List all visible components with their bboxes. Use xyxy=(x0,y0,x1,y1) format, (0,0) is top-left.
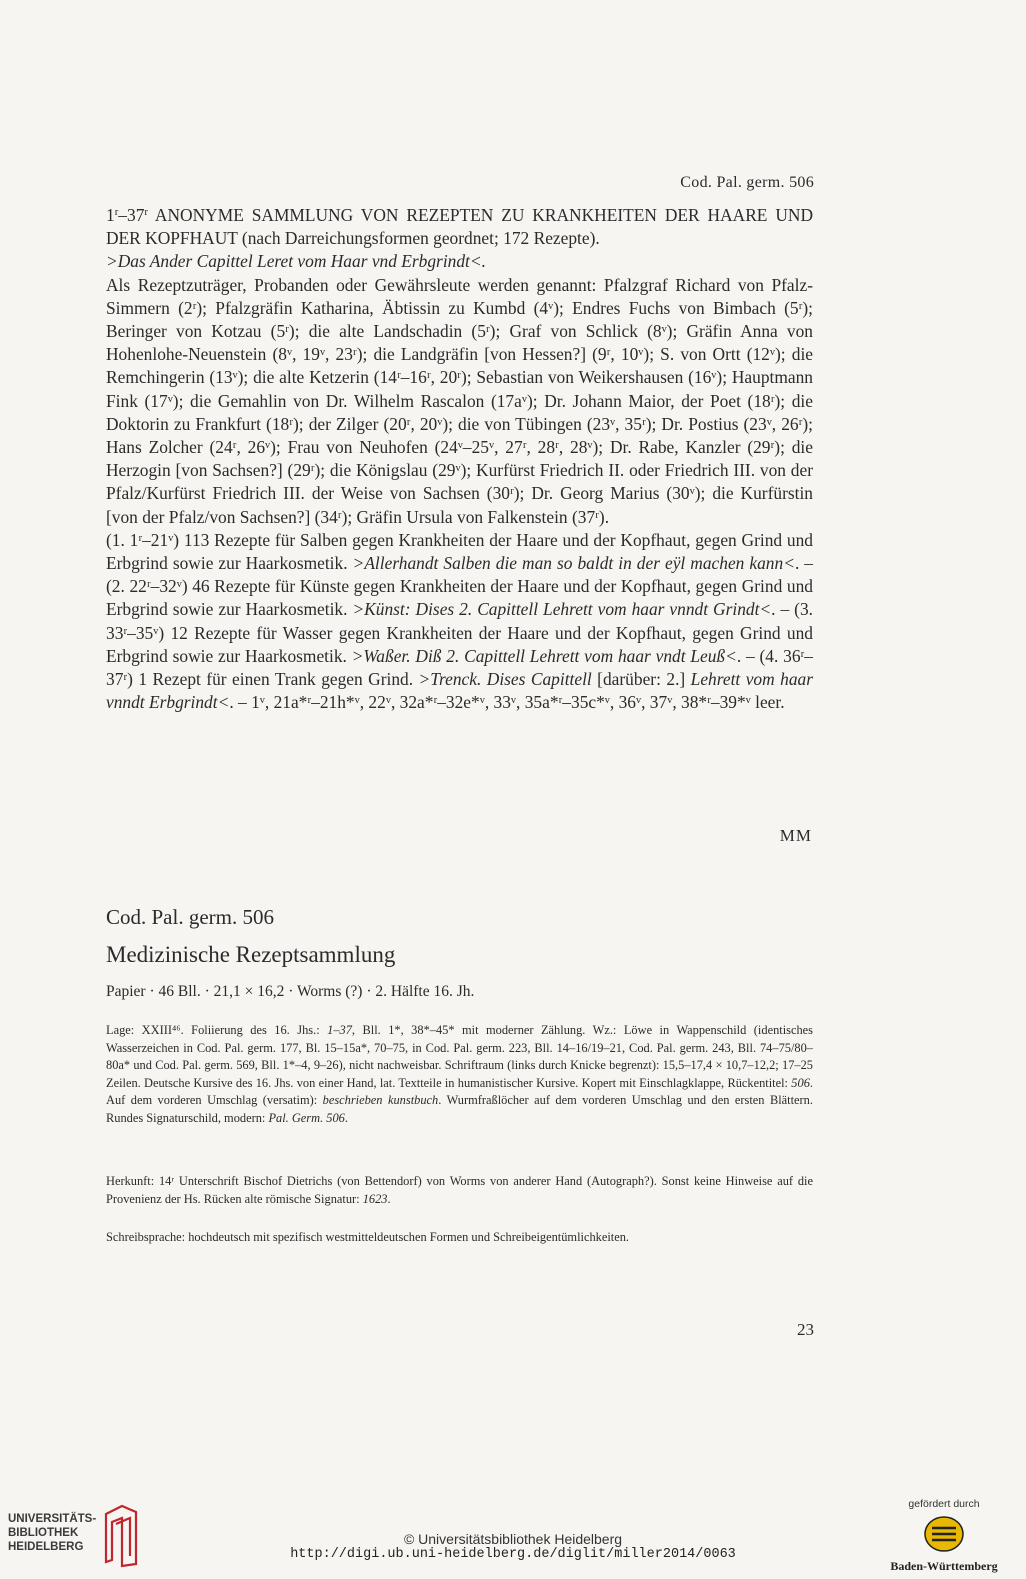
ub-heidelberg-logo[interactable]: UNIVERSITÄTS- BIBLIOTHEK HEIDELBERG xyxy=(8,1500,138,1570)
herkunft-paragraph: Herkunft: 14ʳ Unterschrift Bischof Dietrichs (von Bettendorf) von Worms von anderer Hand (Autograph?). Sonst keine Hinweise auf die Provenienz der Hs. Rücken alte römische Signatur: 1623. xyxy=(106,1174,813,1206)
contributors-paragraph: Als Rezeptzuträger, Probanden oder Gewährsleute werden genannt: Pfalzgraf Richard von Pfalz-Simmern (2ʳ); Pfalzgräfin Katharina, Äbtissin zu Kumbd (4ᵛ); Endres Fuchs von Bimbach (5ʳ); Beringer von Kotzau (5ʳ); die alte Landschadin (5ʳ); Graf von Schlick (8ᵛ); Gräfin Anna von Hohenlohe-Neuenstein (8ᵛ, 19ᵛ, 23ʳ); die Landgräfin [von Hessen?] (9ʳ, 10ᵛ); S. von Ortt (12ᵛ); die Remchingerin (13ᵛ); die alte Ketzerin (14ʳ–16ʳ, 20ʳ); Sebastian von Weikershausen (16ᵛ); Hauptmann Fink (17ᵛ); die Gemahlin von Dr. Wilhelm Rascalon (17aᵛ); Dr. Johann Maior, der Poet (18ʳ); die Doktorin zu Frankfurt (18ʳ); der Zilger (20ʳ, 20ᵛ); die von Tübingen (23ᵛ, 35ʳ); Dr. Postius (23ᵛ, 26ʳ); Hans Zolcher (24ʳ, 26ᵛ); Frau von Neuhofen (24ᵛ–25ᵛ, 27ʳ, 28ʳ, 28ᵛ); Dr. Rabe, Kanzler (29ʳ); die Herzogin [von Sachsen?] (29ʳ); die Königslau (29ᵛ); Kurfürst Friedrich II. oder Friedrich III. von der Pfalz/Kurfürst Friedrich III. der Weise von Sachsen (30ʳ); Dr. Georg Marius (30ᵛ); die Kurfürstin [von der Pfalz/von Sachsen?] (34ʳ); Gräfin Ursula von Falkenstein (37ʳ). xyxy=(106,274,813,527)
page-number: 23 xyxy=(797,1320,814,1339)
schreibsprache-paragraph: Schreibsprache: hochdeutsch mit spezifisch westmitteldeutschen Formen und Schreibeigentümlichkeiten. xyxy=(106,1230,630,1244)
source-url-link[interactable]: http://digi.ub.uni-heidelberg.de/diglit/miller2014/0063 xyxy=(290,1547,736,1562)
entry-physical-meta: Papier · 46 Bll. · 21,1 × 16,2 · Worms (?) · 2. Hälfte 16. Jh. xyxy=(106,983,475,1000)
lage-paragraph: Lage: XXIII⁴⁶. Foliierung des 16. Jhs.: 1–37, Bll. 1*, 38*–45* mit moderner Zählung. Wz.: Löwe in Wappenschild (identisches Wasserzeichen in Cod. Pal. germ. 177, Bl. 15–15a*, 70–75, in Cod. Pal. germ. 223, Bll. 14–16/19–21, Cod. Pal. germ. 243, Bll. 74–75/80–80a* und Cod. Pal. germ. 569, Bll. 1*–4, 9–26), nicht nachweisbar. Schriftraum (links durch Knicke begrenzt): 15,5–17,4 × 10,7–12,2; 17–25 Zeilen. Deutsche Kursive des 16. Jhs. von einer Hand, lat. Textteile in humanistischer Kursive. Kopert mit Einschlagklappe, Rückentitel: 506. Auf dem vorderen Umschlag (versatim): beschrieben kunstbuch. Wurmfraßlöcher auf dem vorderen Umschlag und den ersten Blättern. Rundes Signaturschild, modern: Pal. Germ. 506. xyxy=(106,1023,813,1125)
entry-code: Cod. Pal. germ. 506 xyxy=(106,905,274,929)
author-initials: MM xyxy=(779,826,812,845)
entry-anonyme-sammlung xyxy=(106,204,813,714)
entry-title: Medizinische Rezeptsammlung xyxy=(106,942,396,967)
copyright-text: © Universitätsbibliothek Heidelberg xyxy=(403,1531,623,1547)
incipit: >Das Ander Capittel Leret vom Haar vnd Erbgrindt<. xyxy=(106,251,486,272)
headline-caps: ANONYME SAMMLUNG VON REZEPTEN ZU KRANKHEITEN DER HAARE UND DER KOPFHAUT xyxy=(106,205,813,249)
entry-headline: 1$^r$–37$^r$ ANONYME SAMMLUNG VON REZEPTEN ZU KRANKHEITEN DER HAARE UND DER KOPFHAUT (nach Darreichungsformen geordnet; 172 Rezepte). >Das Ander Capittel Leret vom Haar vnd Erbgrindt<. xyxy=(106,205,813,272)
sections-paragraph: (1. 1ʳ–21ᵛ) 113 Rezepte für Salben gegen Krankheiten der Haare und der Kopfhaut, gegen Grind und Erbgrind sowie zur Haarkosmetik. >Allerhandt Salben die man so baldt in der eÿl machen kann<. – (2. 22ʳ–32ᵛ) 46 Rezepte für Künste gegen Krankheiten der Haare und der Kopfhaut, gegen Grind und Erbgrind sowie zur Haarkosmetik. >Künst: Dises 2. Capittell Lehrett vom haar vnndt Grindt<. – (3. 33ʳ–35ᵛ) 12 Rezepte für Wasser gegen Krankheiten der Haare und der Kopfhaut, gegen Grind und Erbgrind sowie zur Haarkosmetik. >Waßer. Diß 2. Capittell Lehrett vom haar vndt Leuß<. – (4. 36ʳ–37ʳ) 1 Rezept für einen Trank gegen Grind. >Trenck. Dises Capittell [darüber: 2.] Lehrett vom haar vnndt Erbgrindt<. – 1ᵛ, 21a*ʳ–21h*ᵛ, 22ᵛ, 32a*ʳ–32e*ᵛ, 33ᵛ, 35a*ʳ–35c*ᵛ, 36ᵛ, 37ᵛ, 38*ʳ–39*ᵛ leer. xyxy=(106,529,814,713)
bw-coat-of-arms-icon xyxy=(922,1514,966,1554)
funder-logo[interactable] xyxy=(884,1498,1004,1574)
footer xyxy=(0,1531,1026,1562)
funded-by-label: gefördert durch xyxy=(908,1498,980,1510)
funder-name: Baden-Württemberg xyxy=(890,1559,998,1573)
running-header: Cod. Pal. germ. 506 xyxy=(680,174,814,191)
